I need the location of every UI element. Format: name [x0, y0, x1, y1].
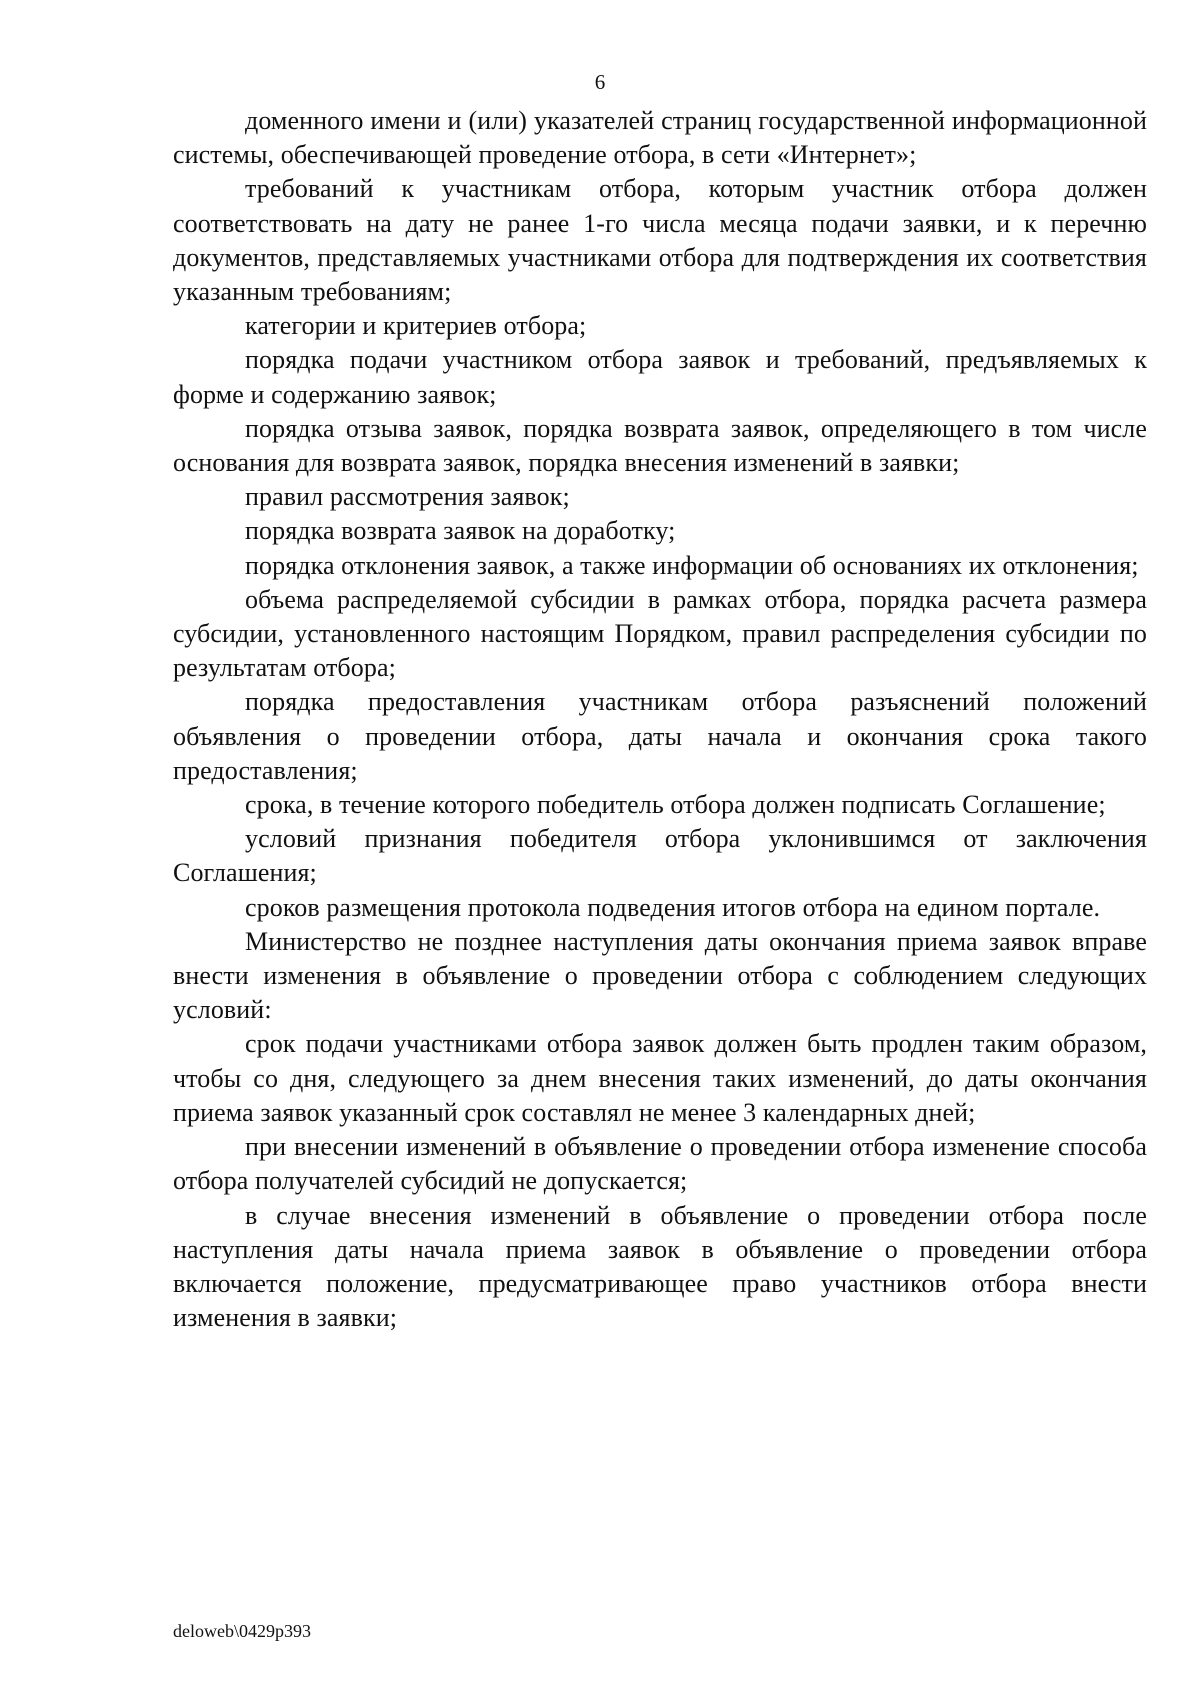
paragraph: категории и критериев отбора; — [245, 311, 587, 341]
paragraph: порядка подачи участником отбора заявок и требований, предъявляемых к форме и содержанию заявок; — [173, 345, 1147, 409]
paragraph: порядка возврата заявок на доработку; — [245, 516, 676, 546]
paragraph: условий признания победителя отбора уклонившимся от заключения Соглашения; — [173, 824, 1147, 888]
paragraph: объема распределяемой субсидии в рамках отбора, порядка расчета размера субсидии, установленного настоящим Порядком, правил распределения субсидии по результатам отбора; — [173, 584, 1147, 683]
document-body — [173, 104, 1147, 1335]
paragraph: правил рассмотрения заявок; — [245, 482, 570, 512]
paragraph: срок подачи участниками отбора заявок должен быть продлен таким образом, чтобы со дня, следующего за днем внесения таких изменений, до даты окончания приема заявок указанный срок составлял не менее 3 календарных дней; — [173, 1029, 1147, 1127]
paragraph: доменного имени и (или) указателей страниц государственной информационной системы, обеспечивающей проведение отбора, в сети «Интернет»; — [173, 106, 1147, 170]
paragraph: сроков размещения протокола подведения итогов отбора на едином портале. — [245, 892, 1101, 922]
page-number: 6 — [594, 70, 606, 94]
paragraph: порядка отклонения заявок, а также информации об основаниях их отклонения; — [245, 550, 1139, 580]
paragraph: порядка отзыва заявок, порядка возврата заявок, определяющего в том числе основания для возврата заявок, порядка внесения изменений в заявки; — [173, 413, 1147, 478]
paragraph: срока, в течение которого победитель отбора должен подписать Соглашение; — [245, 790, 1106, 820]
paragraph: порядка предоставления участникам отбора разъяснений положений объявления о проведении отбора, даты начала и окончания срока такого предоставления; — [173, 687, 1147, 785]
paragraph: при внесении изменений в объявление о проведении отбора изменение способа отбора получателей субсидий не допускается; — [173, 1132, 1147, 1196]
document-footer-id: deloweb\0429p393 — [173, 1621, 311, 1641]
paragraph: Министерство не позднее наступления даты окончания приема заявок вправе внести изменения в объявление о проведении отбора с соблюдением следующих условий: — [173, 926, 1147, 1025]
paragraph: в случае внесения изменений в объявление о проведении отбора после наступления даты начала приема заявок в объявление о проведении отбора включается положение, предусматривающее право участников отбора внести изменения в заявки; — [173, 1200, 1147, 1333]
paragraph: требований к участникам отбора, которым участник отбора должен соответствовать на дату не ранее 1-го числа месяца подачи заявки, и к перечню документов, представляемых участниками отбора для подтверждения их соответствия указанным требованиям; — [173, 174, 1147, 307]
